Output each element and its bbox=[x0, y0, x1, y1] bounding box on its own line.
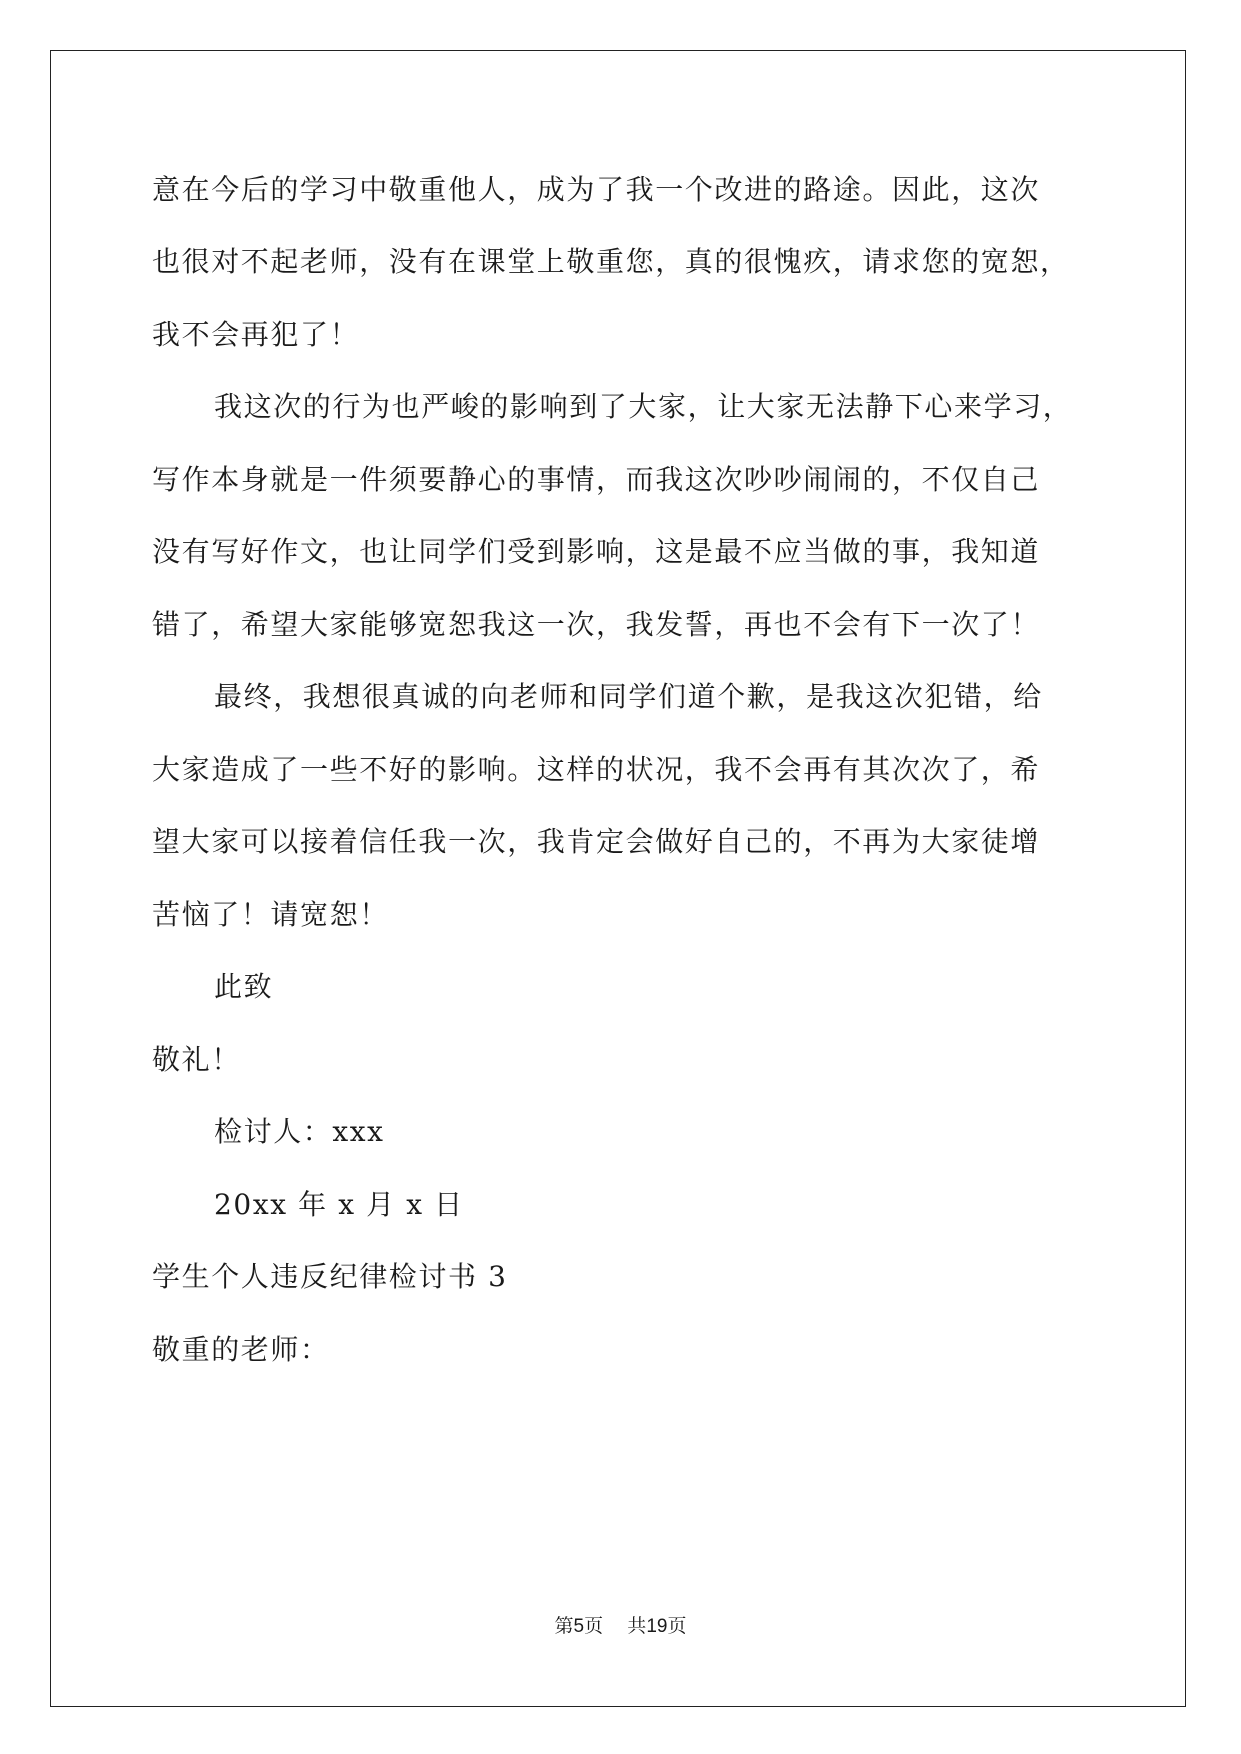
section-title: 学生个人违反纪律检讨书 3 bbox=[152, 1260, 508, 1293]
closing-salutation: 此致 bbox=[214, 970, 274, 1003]
closing-respect: 敬礼！ bbox=[152, 1043, 241, 1076]
paragraph-line: 大家造成了一些不好的影响。这样的状况，我不会再有其次次了，希 bbox=[152, 753, 1041, 786]
paragraph-line: 我这次的行为也严峻的影响到了大家，让大家无法静下心来学习， bbox=[214, 390, 1073, 423]
page-number: 5 bbox=[573, 1616, 585, 1637]
footer-total-prefix: 共 bbox=[627, 1615, 647, 1637]
page-border bbox=[50, 50, 1186, 1707]
paragraph-line: 错了，希望大家能够宽恕我这一次，我发誓，再也不会有下一次了！ bbox=[152, 608, 1041, 641]
date-line: 20xx 年 x 月 x 日 bbox=[214, 1188, 464, 1221]
paragraph-line: 没有写好作文，也让同学们受到影响，这是最不应当做的事，我知道 bbox=[152, 535, 1041, 568]
paragraph-line: 最终，我想很真诚的向老师和同学们道个歉，是我这次犯错，给 bbox=[214, 680, 1043, 713]
footer-total-suffix: 页 bbox=[667, 1615, 687, 1637]
greeting-line: 敬重的老师： bbox=[152, 1333, 330, 1366]
footer-page-suffix: 页 bbox=[584, 1615, 604, 1637]
paragraph-line: 苦恼了！请宽恕！ bbox=[152, 898, 389, 931]
paragraph-line: 意在今后的学习中敬重他人，成为了我一个改进的路途。因此，这次 bbox=[152, 173, 1041, 206]
total-pages: 19 bbox=[646, 1616, 668, 1637]
footer-prefix: 第 bbox=[554, 1615, 574, 1637]
paragraph-line: 望大家可以接着信任我一次，我肯定会做好自己的，不再为大家徒增 bbox=[152, 825, 1041, 858]
paragraph-line: 也很对不起老师，没有在课堂上敬重您，真的很愧疚，请求您的宽恕， bbox=[152, 245, 1070, 278]
paragraph-line: 写作本身就是一件须要静心的事情，而我这次吵吵闹闹的，不仅自己 bbox=[152, 463, 1041, 496]
page-footer bbox=[0, 1614, 1241, 1639]
signature-line: 检讨人：xxx bbox=[214, 1115, 385, 1148]
paragraph-line: 我不会再犯了！ bbox=[152, 318, 360, 351]
